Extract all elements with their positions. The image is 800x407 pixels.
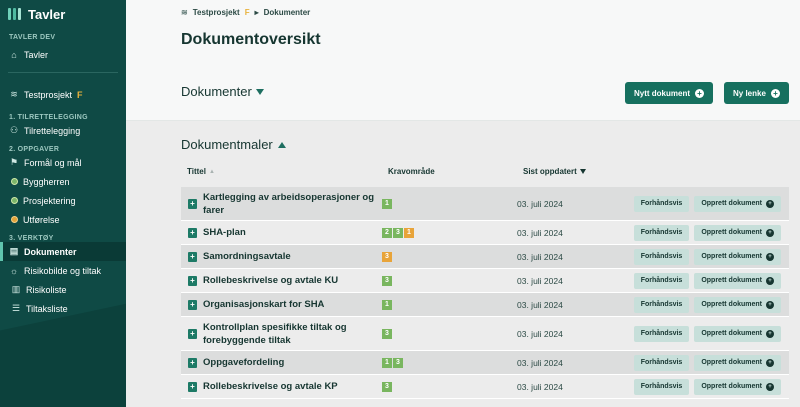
breadcrumb [181, 8, 310, 17]
requirement-tag: 3 [382, 252, 392, 262]
sort-desc-icon [580, 169, 586, 174]
create-document-label: Opprett dokument [701, 383, 762, 390]
document-icon: ▤ [9, 246, 19, 256]
table-row[interactable] [181, 317, 789, 351]
plus-icon: + [766, 383, 774, 391]
section-oppgaver: 2. OPPGAVER [9, 146, 60, 153]
people-icon: ⚇ [9, 125, 19, 135]
table-row[interactable] [181, 269, 789, 293]
plus-icon: + [766, 359, 774, 367]
sidebar-item-testprosjekt[interactable] [0, 85, 126, 104]
sidebar-item-label: Risikoliste [26, 284, 67, 295]
row-requirements-cell [382, 358, 517, 368]
plus-icon: + [766, 277, 774, 285]
main-content [126, 0, 800, 407]
row-date: 03. juli 2024 [517, 357, 563, 368]
row-actions [634, 196, 781, 212]
column-updated-label: Sist oppdatert [523, 167, 577, 176]
row-title[interactable]: Kartlegging av arbeidsoperasjoner og farer [203, 191, 375, 216]
sidebar [0, 0, 126, 407]
row-actions [634, 225, 781, 241]
requirement-tag: 3 [382, 276, 392, 286]
create-document-button[interactable] [694, 249, 781, 265]
templates-header[interactable] [181, 137, 286, 152]
document-plus-icon: + [188, 358, 197, 368]
preview-label: Forhåndsvis [640, 277, 683, 284]
row-requirements-cell [382, 199, 517, 209]
breadcrumb-current: Dokumenter [263, 8, 311, 17]
status-dot-icon [11, 178, 18, 185]
app-logo[interactable] [0, 0, 126, 28]
requirement-tag: 1 [382, 300, 392, 310]
create-document-button[interactable] [694, 196, 781, 212]
row-actions [634, 249, 781, 265]
layers-icon: ≋ [181, 8, 188, 17]
preview-button[interactable] [634, 273, 690, 289]
create-document-label: Opprett dokument [701, 200, 762, 207]
section-tavler-dev: TAVLER DEV [9, 34, 56, 41]
sidebar-item-label: Byggherren [23, 176, 70, 187]
column-updated[interactable] [523, 167, 586, 176]
requirement-tag: 3 [393, 228, 403, 238]
sidebar-item-prosjektering[interactable] [0, 191, 126, 210]
sun-icon: ☼ [9, 265, 19, 276]
create-document-label: Opprett dokument [701, 229, 762, 236]
column-requirements[interactable] [388, 167, 435, 176]
row-title-cell [181, 298, 382, 311]
plus-icon: + [766, 330, 774, 338]
sidebar-item-label: Prosjektering [23, 195, 76, 206]
row-requirements-cell [382, 382, 517, 392]
layers-icon: ≋ [10, 89, 18, 99]
row-title[interactable]: Oppgavefordeling [203, 357, 285, 368]
plus-icon: + [766, 301, 774, 309]
column-title-label: Tittel [187, 167, 206, 176]
create-document-button[interactable] [694, 297, 781, 313]
preview-label: Forhåndsvis [640, 253, 683, 260]
row-date: 03. juli 2024 [517, 251, 563, 262]
create-document-button[interactable] [694, 326, 781, 342]
checklist-icon: ☰ [11, 303, 21, 313]
row-requirements-cell [382, 276, 517, 286]
sidebar-item-label: Utførelse [23, 214, 60, 225]
breadcrumb-project[interactable]: Testprosjekt [192, 8, 240, 17]
create-document-label: Opprett dokument [701, 301, 762, 308]
sidebar-item-label: Tavler [24, 49, 49, 60]
table-row[interactable] [181, 351, 789, 375]
caret-down-icon [256, 89, 264, 95]
preview-button[interactable] [634, 326, 690, 342]
row-date: 03. juli 2024 [517, 328, 563, 339]
table-row[interactable] [181, 245, 789, 269]
preview-label: Forhåndsvis [640, 330, 683, 337]
status-dot-icon [11, 216, 18, 223]
documents-header[interactable] [181, 84, 264, 99]
new-document-label: Nytt dokument [634, 88, 690, 98]
sidebar-item-label: Risikobilde og tiltak [24, 265, 102, 276]
row-date: 03. juli 2024 [517, 227, 563, 238]
row-requirements-cell [382, 252, 517, 262]
table-row[interactable] [181, 375, 789, 399]
section-verktoy: 3. VERKTØY [9, 235, 54, 242]
document-plus-icon: + [188, 228, 197, 238]
preview-button[interactable] [634, 225, 690, 241]
list-icon: ▥ [11, 284, 21, 294]
sidebar-item-label: Testprosjekt [24, 89, 73, 100]
row-title-cell [181, 191, 382, 217]
requirement-tag: 3 [382, 329, 392, 339]
app-name: Tavler [28, 6, 66, 22]
sidebar-item-label: Tilrettelegging [24, 125, 81, 136]
preview-button[interactable] [634, 297, 690, 313]
preview-label: Forhåndsvis [640, 359, 683, 366]
row-date: 03. juli 2024 [517, 275, 563, 286]
templates-section [126, 121, 800, 407]
create-document-label: Opprett dokument [701, 253, 762, 260]
preview-label: Forhåndsvis [640, 229, 683, 236]
document-plus-icon: + [188, 329, 197, 339]
documents-header-label: Dokumenter [181, 84, 252, 99]
templates-table [181, 187, 789, 399]
sidebar-item-tiltaksliste[interactable] [0, 299, 126, 318]
requirement-tag: 1 [404, 228, 414, 238]
project-badge: F [244, 8, 250, 17]
row-title-cell [181, 380, 382, 393]
caret-up-icon [278, 142, 286, 148]
row-title[interactable]: Samordningsavtale [203, 251, 291, 262]
sidebar-item-risikobilde[interactable] [0, 261, 126, 280]
row-date: 03. juli 2024 [517, 198, 563, 209]
plus-icon: + [766, 253, 774, 261]
plus-icon: + [766, 229, 774, 237]
row-actions [634, 326, 781, 342]
target-icon: ⚑ [9, 157, 19, 167]
row-date: 03. juli 2024 [517, 299, 563, 310]
create-document-label: Opprett dokument [701, 330, 762, 337]
row-actions [634, 273, 781, 289]
logo-icon [8, 8, 21, 20]
page-title: Dokumentoversikt [181, 31, 321, 48]
sidebar-item-utforelse[interactable] [0, 210, 126, 229]
status-dot-icon [11, 197, 18, 204]
sidebar-item-label: Dokumenter [24, 246, 77, 257]
table-row[interactable] [181, 187, 789, 221]
sidebar-item-label: Formål og mål [24, 157, 82, 168]
requirement-tag: 3 [393, 358, 403, 368]
row-date: 03. juli 2024 [517, 381, 563, 392]
row-title[interactable]: Rollebeskrivelse og avtale KP [203, 381, 338, 392]
templates-header-label: Dokumentmaler [181, 137, 273, 152]
preview-button[interactable] [634, 249, 690, 265]
document-plus-icon: + [188, 199, 197, 209]
document-plus-icon: + [188, 300, 197, 310]
preview-button[interactable] [634, 355, 690, 371]
create-document-button[interactable] [694, 379, 781, 395]
sidebar-item-label: Tiltaksliste [26, 303, 68, 314]
row-title-cell [181, 250, 382, 263]
requirement-tag: 3 [382, 382, 392, 392]
row-title-cell [181, 321, 382, 347]
row-title[interactable]: Kontrollplan spesifikke tiltak og forebyggende tiltak [203, 321, 347, 346]
row-actions [634, 297, 781, 313]
create-document-button[interactable] [694, 355, 781, 371]
plus-icon: + [695, 89, 704, 98]
sidebar-item-dokumenter[interactable] [0, 242, 126, 261]
row-title[interactable]: Rollebeskrivelse og avtale KU [203, 275, 339, 286]
create-document-button[interactable] [694, 225, 781, 241]
document-plus-icon: + [188, 252, 197, 262]
row-requirements-cell [382, 300, 517, 310]
preview-label: Forhåndsvis [640, 200, 683, 207]
row-requirements-cell [382, 228, 517, 238]
section-tilrettelegging: 1. TILRETTELEGGING [9, 114, 88, 121]
new-document-button[interactable] [625, 82, 713, 104]
new-link-label: Ny lenke [733, 88, 766, 98]
sidebar-item-tavler[interactable] [0, 45, 126, 64]
create-document-label: Opprett dokument [701, 277, 762, 284]
row-title[interactable]: Organisasjonskart for SHA [203, 299, 325, 310]
row-actions [634, 355, 781, 371]
create-document-label: Opprett dokument [701, 359, 762, 366]
row-actions [634, 379, 781, 395]
plus-icon: + [766, 200, 774, 208]
row-requirements-cell [382, 329, 517, 339]
requirement-tag: 1 [382, 199, 392, 209]
preview-label: Forhåndsvis [640, 383, 683, 390]
create-document-button[interactable] [694, 273, 781, 289]
sidebar-divider [8, 72, 118, 73]
sidebar-item-tilrettelegging[interactable] [0, 121, 126, 140]
requirement-tag: 1 [382, 358, 392, 368]
sidebar-item-byggherren[interactable] [0, 172, 126, 191]
project-badge: F [77, 89, 83, 100]
column-title[interactable] [187, 167, 215, 176]
sidebar-item-formal[interactable] [0, 153, 126, 172]
page-header [126, 0, 800, 121]
preview-button[interactable] [634, 379, 690, 395]
preview-button[interactable] [634, 196, 690, 212]
sidebar-item-risikoliste[interactable] [0, 280, 126, 299]
sort-icon: ▲ [208, 168, 215, 175]
table-row[interactable] [181, 293, 789, 317]
requirement-tag: 2 [382, 228, 392, 238]
chevron-right-icon: ▸ [254, 8, 259, 17]
plus-icon: + [771, 89, 780, 98]
column-requirements-label: Kravområde [388, 167, 435, 176]
document-plus-icon: + [188, 382, 197, 392]
row-title[interactable]: SHA-plan [203, 227, 246, 238]
row-title-cell [181, 274, 382, 287]
table-row[interactable] [181, 221, 789, 245]
document-plus-icon: + [188, 276, 197, 286]
row-title-cell [181, 226, 382, 239]
preview-label: Forhåndsvis [640, 301, 683, 308]
new-link-button[interactable] [724, 82, 789, 104]
row-title-cell [181, 356, 382, 369]
board-icon: ⌂ [11, 49, 17, 60]
